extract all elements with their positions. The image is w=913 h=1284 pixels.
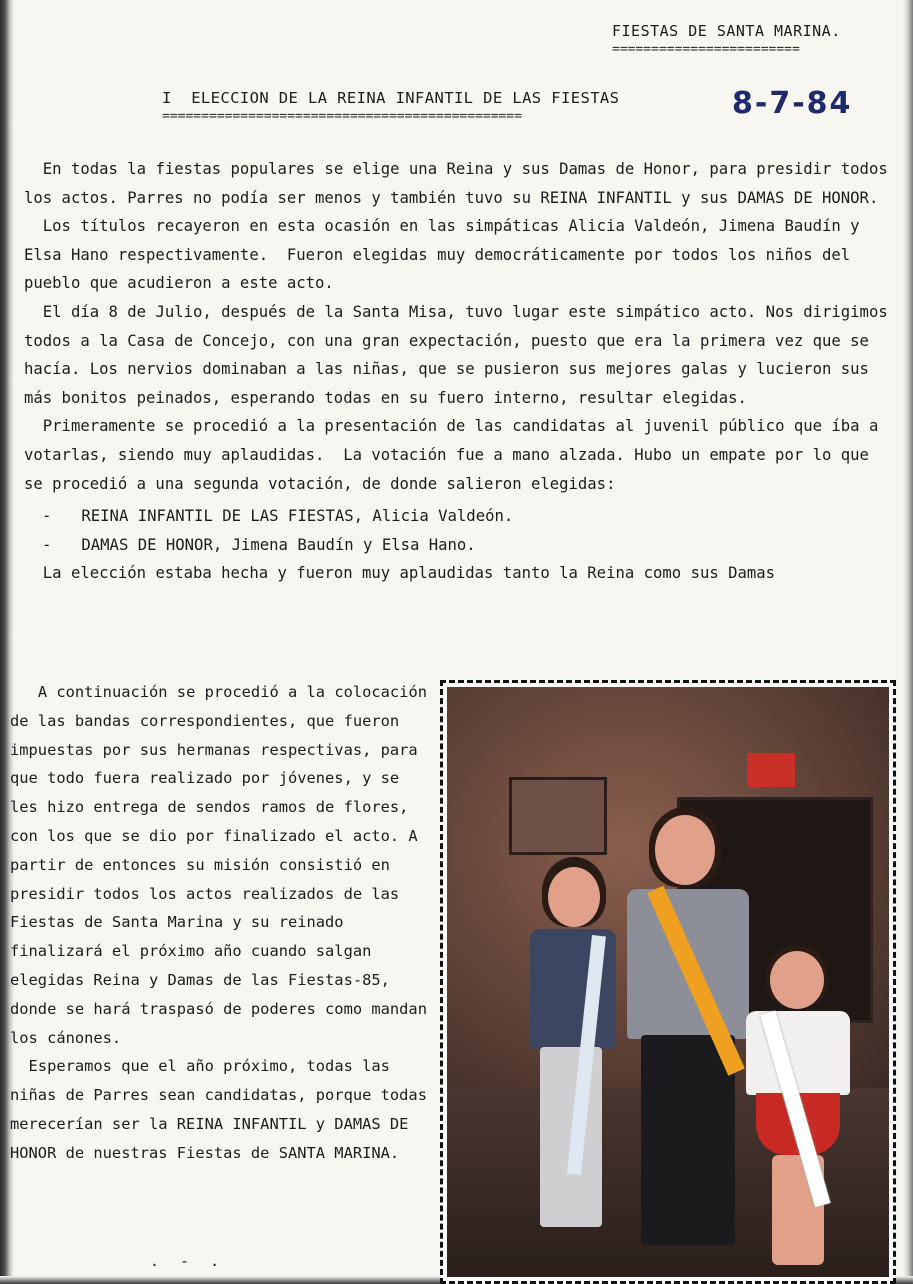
closing-mark: . - . — [150, 1252, 226, 1270]
section-heading — [162, 89, 619, 124]
photo-queen-and-maids — [447, 687, 889, 1277]
list-dash: - — [42, 535, 52, 554]
face — [770, 951, 824, 1009]
face — [655, 815, 715, 885]
photo-wall-picture — [509, 777, 607, 855]
list-item — [24, 531, 894, 560]
header-underline: ======================== — [612, 42, 800, 57]
paragraph: Esperamos que el año próximo, todas las niñas de Parres sean candidatas, porque todas merecerían ser la REINA INFANTIL y DAMAS DE HONOR de nuestras Fiestas de SANTA MARINA. — [10, 1057, 437, 1162]
pasted-photo — [440, 680, 896, 1284]
list-text: REINA INFANTIL DE LAS FIESTAS, Alicia Valdeón. — [81, 507, 514, 526]
skirt — [641, 1035, 735, 1245]
paragraph: En todas la fiestas populares se elige una Reina y sus Damas de Honor, para presidir todos los actos. Parres no podía ser menos y también tuvo su REINA INFANTIL y sus DAMAS DE HONOR. — [24, 160, 898, 207]
photo-girl-left — [502, 857, 622, 1277]
face — [548, 867, 600, 927]
photo-red-sign — [747, 753, 795, 787]
list-text: DAMAS DE HONOR, Jimena Baudín y Elsa Hano. — [81, 535, 476, 554]
list-dash: - — [42, 507, 52, 526]
list-item — [24, 502, 894, 531]
wrapped-text-column — [10, 678, 437, 1168]
paragraph: El día 8 de Julio, después de la Santa Misa, tuvo lugar este simpático acto. Nos dirigimos todos a la Casa de Concejo, con una gran expectación, puesto que era la primera vez que se hacía. Los nervios dominaban a las niñas, que se pusieron sus mejores galas y lucieron sus más bonitos peinados, esperando todas en su fuero interno, resultar elegidas. — [24, 302, 898, 407]
paragraph-after-list: La elección estaba hecha y fueron muy aplaudidas tanto la Reina como sus Damas — [24, 564, 776, 583]
page-header — [612, 22, 841, 57]
paragraph: A continuación se procedió a la colocación de las bandas correspondientes, que fueron impuestas por sus hermanas respectivas, para que todo fuera realizado por jóvenes, y se les hizo entrega de sendos ramos de flores, con los que se dio por finalizado el acto. A partir de entonces su misión consistió en presidir todos los actos realizados de las Fiestas de Santa Marina y su reinado finalizará el próximo año cuando salgan elegidas Reina y Damas de las Fiestas-85, donde se hará traspasó de poderes como mandan los cánones. — [10, 683, 437, 1047]
section-underline: ============================================== — [162, 109, 523, 124]
paragraph: Los títulos recayeron en esta ocasión en las simpáticas Alicia Valdeón, Jimena Baudín y Elsa Hano respectivamente. Fueron elegidas muy democráticamente por todos los niños del pueblo que acudieron a este acto. — [24, 217, 869, 293]
photo-girl-right — [732, 945, 862, 1275]
paragraph: Primeramente se procedió a la presentación de las candidatas al juvenil público que íba a votarlas, siendo muy aplaudidas. La votación fue a mano alzada. Hubo un empate por lo que se procedió a una segunda votación, de donde salieron elegidas: — [24, 417, 888, 493]
handwritten-date: 8-7-84 — [732, 86, 853, 121]
header-title: FIESTAS DE SANTA MARINA. — [612, 22, 841, 40]
page-edge-right — [903, 0, 913, 1284]
section-title: I ELECCION DE LA REINA INFANTIL DE LAS FIESTAS — [162, 89, 620, 107]
article-body — [24, 155, 898, 588]
